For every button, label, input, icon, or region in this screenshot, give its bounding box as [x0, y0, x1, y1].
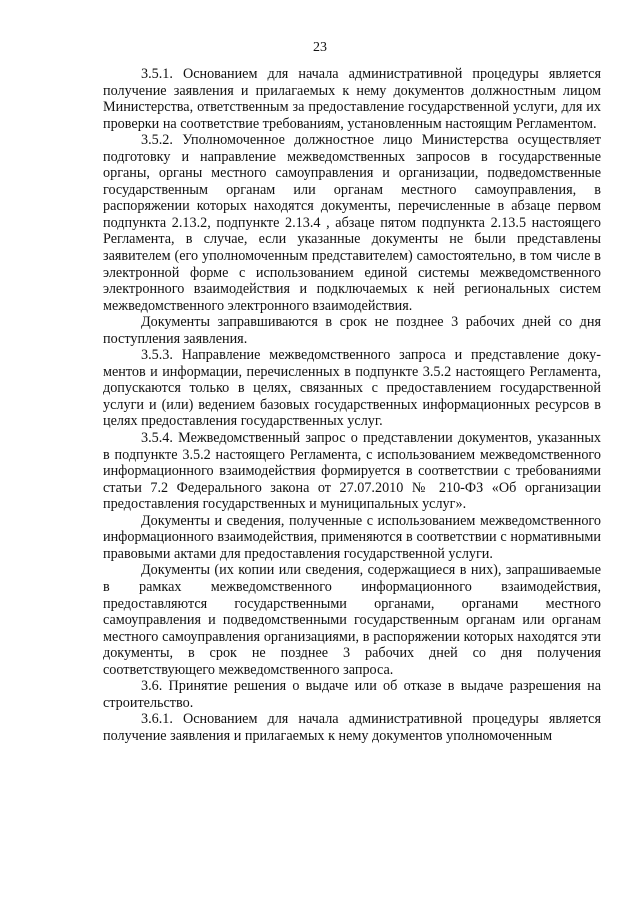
paragraph-3-6: 3.6. Принятие решения о выдаче или об отказе в выдаче разрешения на строительство. [103, 678, 601, 711]
page-number: 23 [313, 40, 327, 55]
paragraph-documents-application: Документы и сведения, полученные с использованием межведомственного информационного взаимодействия, применяются в соответствии с нормативными правовыми актами для предоставления государственной услуги. [103, 512, 601, 562]
paragraph-3-5-4: 3.5.4. Межведомственный запрос о представлении документов, указанных в подпункте 3.5.2 настоящего Регламента, с использованием межведомственного информационного взаимодействия формируется в соответствии с требованиями статьи 7.2 Федерального закона от 27.07.2010 № 210-ФЗ «Об организации предоставления государственных и муниципальных услуг». [103, 430, 601, 513]
paragraph-documents-provision: Документы (их копии или сведения, содержащиеся в них), запрашиваемые в рамках межведомственного информационного взаимодействия, предоставляются государственными органами, органами местного самоуправления и подведомственными государственным органам или органам местного самоуправления организациями, в распоряжении которых находятся эти документы, в срок не позднее 3 рабочих дней со дня получения соответствующего межведомственного запроса. [103, 562, 601, 678]
paragraph-documents-request-deadline: Документы заправшиваются в срок не позднее 3 рабочих дней со дня поступления заявления. [103, 314, 601, 347]
paragraph-3-5-2: 3.5.2. Уполномоченное должностное лицо Министерства осуществляет подготовку и направление межведомственных запросов в государственные органы, органы местного самоуправления и организации, подведомственные государственным органам или органам местного самоуправления, в распоряжении которых находятся документы, перечисленные в абзаце первом подпункта 2.13.2, подпункте 2.13.4 , абзаце пятом подпункта 2.13.5 настоящего Регламента, в случае, если указанные документы не были представлены заявителем (его уполномоченным представителем) самостоятельно, в том числе в электронной форме с использованием единой системы межведомственного электронного взаимодействия и подключаемых к ней региональных систем межведомственного электронного взаимодействия. [103, 132, 601, 314]
paragraph-3-6-1: 3.6.1. Основанием для начала административной процедуры является получение заявления и прилагаемых к нему документов уполномоченным [103, 711, 601, 744]
page-body [103, 66, 601, 744]
paragraph-3-5-1: 3.5.1. Основанием для начала административной процедуры является получение заявления и прилагаемых к нему документов должностным лицом Министерства, ответственным за предоставление государственной услуги, для их проверки на соответствие требованиям, установленным настоящим Регламентом. [103, 66, 601, 132]
paragraph-3-5-3: 3.5.3. Направление межведомственного запроса и представление доку-ментов и информации, перечисленных в подпункте 3.5.2 настоящего Регламента, допускаются только в целях, связанных с предоставлением государственной услуги и (или) ведением базовых государственных информационных ресурсов в целях предоставления государственных услуг. [103, 347, 601, 430]
